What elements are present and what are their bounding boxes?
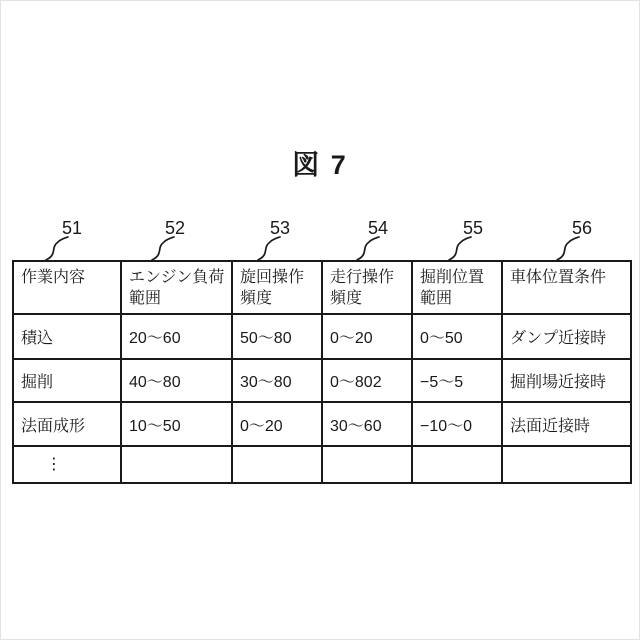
cell-cond: 法面近接時 [502,402,631,446]
cell-value: 20〜60 [121,314,232,359]
cell-cond: 掘削場近接時 [502,359,631,402]
ref-numeral-53: 53 [269,218,291,238]
cell-empty [412,446,502,483]
cell-value: 0〜50 [412,314,502,359]
cell-empty [232,446,322,483]
table-row-loading [13,314,631,359]
cell-value: 50〜80 [232,314,322,359]
table-header-row [13,261,631,314]
leader-line-52 [152,237,174,260]
cell-work: 法面成形 [13,402,121,446]
cell-work: 積込 [13,314,121,359]
cell-value: 0〜802 [322,359,412,402]
cell-value: 30〜60 [322,402,412,446]
ref-numeral-56: 56 [571,218,593,238]
table-row-ellipsis [13,446,631,483]
cell-value: 10〜50 [121,402,232,446]
cell-value: 0〜20 [232,402,322,446]
ref-numeral-54: 54 [367,218,389,238]
cell-empty [121,446,232,483]
header-swing-op-freq: 旋回操作 頻度 [232,261,322,314]
ref-numeral-52: 52 [164,218,186,238]
leader-line-53 [258,237,280,260]
leader-line-56 [557,237,579,260]
table-row-excavation [13,359,631,402]
cell-cond: ダンプ近接時 [502,314,631,359]
ref-numeral-55: 55 [462,218,484,238]
cell-value: 30〜80 [232,359,322,402]
cell-value: 0〜20 [322,314,412,359]
leader-line-55 [449,237,471,260]
cell-work: 掘削 [13,359,121,402]
leader-line-54 [357,237,379,260]
leader-lines [0,212,640,262]
ref-numeral-51: 51 [61,218,83,238]
table-row-slope-shaping [13,402,631,446]
cell-value: 40〜80 [121,359,232,402]
cell-empty [502,446,631,483]
vertical-ellipsis: ⋮ [13,446,121,483]
header-engine-load-range: エンジン負荷 範囲 [121,261,232,314]
header-travel-op-freq: 走行操作 頻度 [322,261,412,314]
work-parameter-table [12,260,632,484]
cell-value: −5〜5 [412,359,502,402]
figure-title: 図 7 [292,150,348,180]
header-work-content: 作業内容 [13,261,121,314]
leader-line-51 [46,237,68,260]
cell-value: −10〜0 [412,402,502,446]
header-dig-position-range: 掘削位置 範囲 [412,261,502,314]
header-body-position-cond: 車体位置条件 [502,261,631,314]
cell-empty [322,446,412,483]
